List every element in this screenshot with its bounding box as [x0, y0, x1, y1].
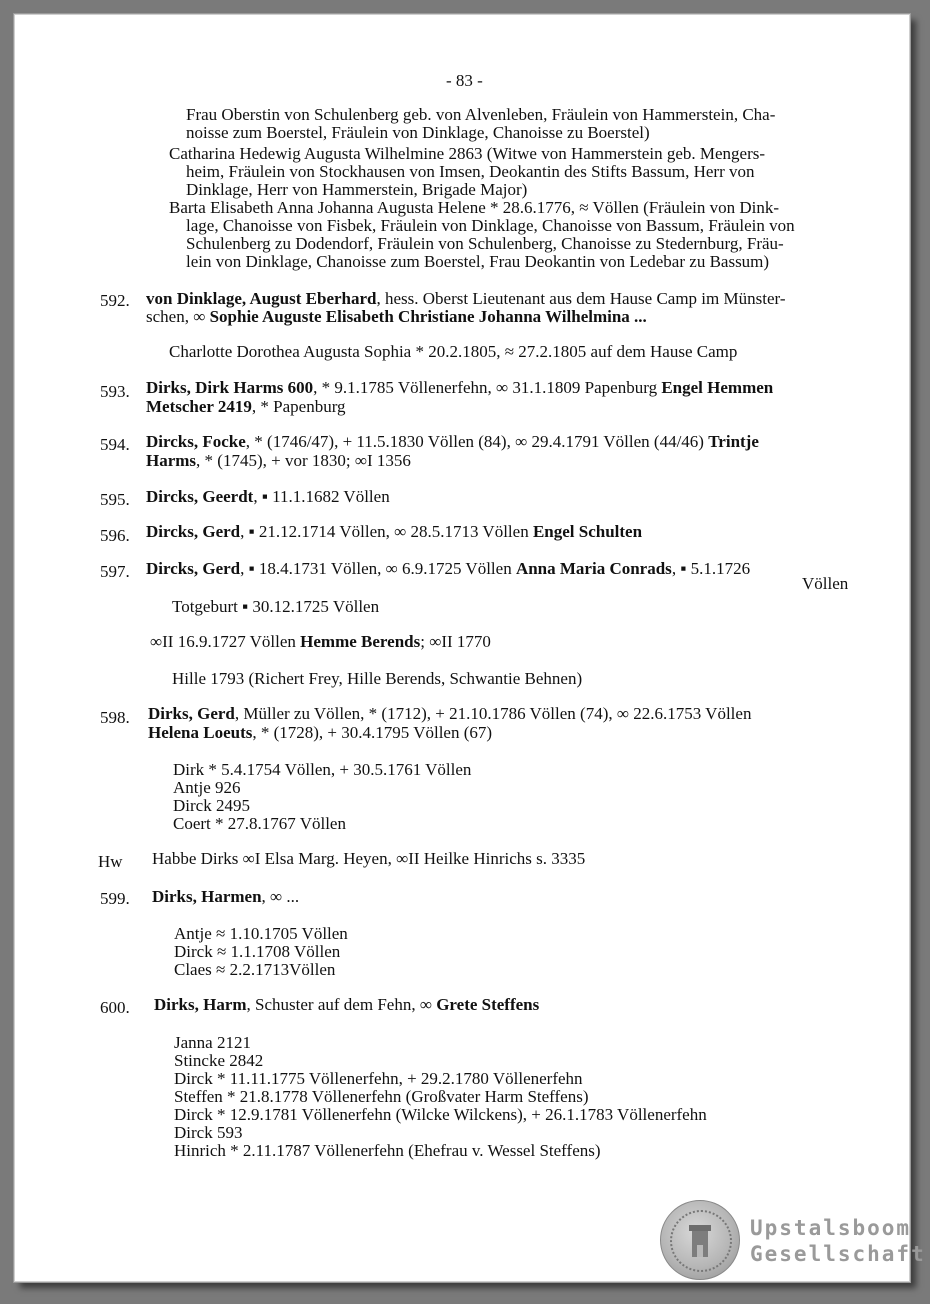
entry-line	[146, 379, 773, 397]
entry-number: 596.	[100, 526, 130, 545]
entry-name: Dirks, Harmen	[152, 887, 262, 906]
entry-text: , ▪ 11.1.1682 Völlen	[253, 487, 390, 506]
child-line: Charlotte Dorothea Augusta Sophia * 20.2.1805, ≈ 27.2.1805 auf dem Hause Camp	[169, 342, 738, 361]
entry-text: , ∞ ...	[261, 887, 300, 906]
entry-line	[148, 724, 492, 742]
entry-name: Dirks, Gerd	[148, 704, 235, 723]
entry-spouse: Engel Schulten	[532, 522, 643, 541]
child-line: Dirck 593	[174, 1123, 243, 1142]
entry-line: Habbe Dirks ∞I Elsa Marg. Heyen, ∞II Heilke Hinrichs s. 3335	[152, 849, 586, 868]
entry-text: , Schuster auf dem Fehn, ∞	[246, 995, 437, 1014]
entry-spouse: Metscher 2419	[146, 397, 252, 416]
entry-text: , * (1746/47), + 11.5.1830 Völlen (84), ∞ 29.4.1791 Völlen (44/46)	[245, 432, 709, 451]
tower-icon	[685, 1221, 715, 1259]
entry-number: 597.	[100, 562, 130, 581]
text-line: Schulenberg zu Dodendorf, Fräulein von Schulenberg, Chanoisse zu Stedernburg, Fräu-	[186, 234, 784, 253]
text-line: Barta Elisabeth Anna Johanna Augusta Helene * 28.6.1776, ≈ Völlen (Fräulein von Dink-	[169, 198, 780, 217]
entry-line	[146, 452, 411, 470]
child-line: Janna 2121	[174, 1033, 251, 1052]
entry-spouse: Engel Hemmen	[661, 378, 774, 397]
entry-line	[146, 560, 750, 578]
marriage-line	[150, 633, 491, 651]
entry-number: 598.	[100, 708, 130, 727]
child-line: Antje 926	[173, 778, 241, 797]
child-line: Coert * 27.8.1767 Völlen	[173, 814, 346, 833]
child-line: Stincke 2842	[174, 1051, 264, 1070]
text-line: heim, Fräulein von Stockhausen von Imsen, Deokantin des Stifts Bassum, Herr von	[186, 162, 755, 181]
child-line: Totgeburt ▪ 30.12.1725 Völlen	[172, 597, 380, 616]
text-line: lein von Dinklage, Chanoisse zum Boerstel, Frau Deokantin von Ledebar zu Bassum)	[186, 252, 770, 271]
entry-name: Dircks, Focke	[146, 432, 246, 451]
logo-line: Gesellschaft	[750, 1242, 926, 1266]
child-line: Dirck 2495	[173, 796, 250, 815]
entry-text: , * Papenburg	[251, 397, 346, 416]
entry-number: 592.	[100, 291, 130, 310]
entry-spouse: Grete Steffens	[436, 995, 540, 1014]
society-logo-text	[750, 1215, 926, 1267]
entry-line	[146, 523, 642, 541]
entry-line	[148, 705, 751, 723]
entry-text: schen, ∞	[146, 307, 210, 326]
entry-text: , ▪ 5.1.1726	[671, 559, 751, 578]
entry-number: 600.	[100, 998, 130, 1017]
entry-name: von Dinklage, August Eberhard	[146, 289, 377, 308]
child-line: Dirck * 12.9.1781 Völlenerfehn (Wilcke Wilckens), + 26.1.1783 Völlenerfehn	[174, 1105, 707, 1124]
entry-line	[146, 308, 647, 326]
entry-spouse: Anna Maria Conrads	[515, 559, 672, 578]
text-line: noisse zum Boerstel, Fräulein von Dinklage, Chanoisse zu Boerstel)	[186, 123, 650, 142]
entry-text: , * (1728), + 30.4.1795 Völlen (67)	[252, 723, 493, 742]
text-line: Frau Oberstin von Schulenberg geb. von Alvenleben, Fräulein von Hammerstein, Cha-	[186, 105, 776, 124]
entry-name: Dirks, Dirk Harms 600	[146, 378, 314, 397]
logo-line: Upstalsboom	[750, 1216, 912, 1240]
child-line: Hinrich * 2.11.1787 Völlenerfehn (Ehefrau v. Wessel Steffens)	[174, 1141, 601, 1160]
entry-spouse: Trintje	[708, 432, 759, 451]
entry-spouse: Sophie Auguste Elisabeth Christiane Johanna Wilhelmina ...	[209, 307, 647, 326]
entry-number: Hw	[98, 852, 123, 871]
entry-text: , * (1745), + vor 1830; ∞I 1356	[196, 451, 411, 470]
child-line: Steffen * 21.8.1778 Völlenerfehn (Großvater Harm Steffens)	[174, 1087, 589, 1106]
entry-line	[152, 888, 299, 906]
entry-name: Dircks, Geerdt	[146, 487, 254, 506]
entry-text: , ▪ 21.12.1714 Völlen, ∞ 28.5.1713 Völlen	[240, 522, 533, 541]
entry-number: 599.	[100, 889, 130, 908]
child-line: Claes ≈ 2.2.1713Völlen	[174, 960, 336, 979]
child-line: Antje ≈ 1.10.1705 Völlen	[174, 924, 348, 943]
entry-name: Dircks, Gerd	[146, 559, 241, 578]
seal-icon	[660, 1200, 740, 1280]
child-line: Dirck * 11.11.1775 Völlenerfehn, + 29.2.1780 Völlenerfehn	[174, 1069, 583, 1088]
entry-number: 594.	[100, 435, 130, 454]
text-line: Dinklage, Herr von Hammerstein, Brigade Major)	[186, 180, 528, 199]
entry-text: , hess. Oberst Lieutenant aus dem Hause Camp im Münster-	[376, 289, 786, 308]
child-line: Dirck ≈ 1.1.1708 Völlen	[174, 942, 341, 961]
entry-number: 593.	[100, 382, 130, 401]
entry-text: , ▪ 18.4.1731 Völlen, ∞ 6.9.1725 Völlen	[240, 559, 516, 578]
entry-line	[146, 290, 786, 308]
entry-spouse: Harms	[146, 451, 197, 470]
entry-name: Dirks, Harm	[154, 995, 247, 1014]
entry-line	[146, 398, 346, 416]
entry-text: , * 9.1.1785 Völlenerfehn, ∞ 31.1.1809 Papenburg	[313, 378, 662, 397]
entry-name: Dircks, Gerd	[146, 522, 241, 541]
entry-text: Völlen	[802, 574, 849, 593]
entry-text: ; ∞II 1770	[420, 632, 491, 651]
entry-line	[146, 433, 759, 451]
page-number: - 83 -	[446, 71, 483, 90]
entry-text: , Müller zu Völlen, * (1712), + 21.10.1786 Völlen (74), ∞ 22.6.1753 Völlen	[234, 704, 752, 723]
entry-line	[154, 996, 539, 1014]
text-line: lage, Chanoisse von Fisbek, Fräulein von Dinklage, Chanoisse von Bassum, Fräulein von	[186, 216, 795, 235]
entry-number: 595.	[100, 490, 130, 509]
entry-text: ∞II 16.9.1727 Völlen	[150, 632, 301, 651]
text-line: Catharina Hedewig Augusta Wilhelmine 2863 (Witwe von Hammerstein geb. Mengers-	[169, 144, 766, 163]
child-line: Hille 1793 (Richert Frey, Hille Berends, Schwantie Behnen)	[172, 669, 583, 688]
entry-line	[146, 488, 390, 506]
entry-spouse: Helena Loeuts	[148, 723, 253, 742]
child-line: Dirk * 5.4.1754 Völlen, + 30.5.1761 Völlen	[173, 760, 472, 779]
entry-spouse: Hemme Berends	[300, 632, 421, 651]
